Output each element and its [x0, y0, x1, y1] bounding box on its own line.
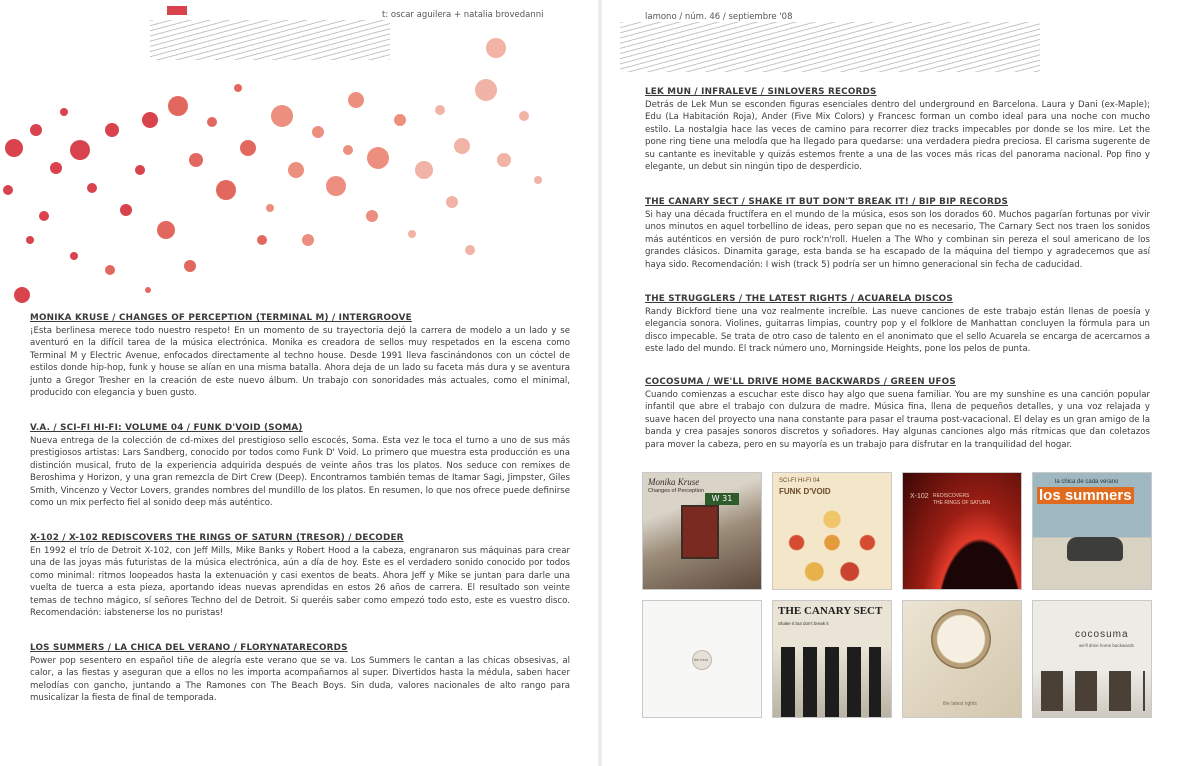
review-canary-sect — [645, 197, 1150, 271]
review-body: Randy Bickford tiene una voz realmente increíble. Las nueve canciones de este trabajo están llenas de poesía y elegancia sonora. Violines, guitarras limpias, country pop y el folklore de Manhattan concluyen la fórmula para un disco impecable. Se trata de otro caso de talento en el anonimato que el sello Acuarela se encarga de acercarnos a este lado del mundo. El track número uno, Morningside Heights, pone los pelos de punta. — [645, 307, 1150, 355]
los-summers-cover — [1033, 473, 1151, 589]
review-title: LOS SUMMERS / LA CHICA DEL VERANO / FLORYNATARECORDS — [30, 643, 348, 653]
street-sign: W 31 — [705, 493, 739, 505]
review-body: Nueva entrega de la colección de cd-mixes del prestigioso sello escocés, Soma. Esta vez le toca el turno a uno de sus más prestigiosos artistas: Lars Sandberg, conocido por todos como Funk D' Void. Lo primero que muestra esta producción es una distinción musical, fruto de la experiencia adquirida después de veinte años tras los platos. Nos seduce con remixes de Beroshima y Horizon, y una gran remezcla de Dirt Crew (Deep). Encontramos también temas de Itamar Sagi, Jimpster, Giles Smith, Vincenzo y Vector Lovers, grandes nombres del mundillo de los platos. En resumen, lo que nos ofrece puede definirse como un mix perfecto fiel al sonido deep más auténtico. — [30, 436, 570, 509]
review-sci-fi-hi-fi — [30, 423, 570, 509]
review-title: THE STRUGGLERS / THE LATEST RIGHTS / ACUARELA DISCOS — [645, 294, 953, 304]
credit-line: t: oscar aguilera + natalia brovedanni — [382, 10, 544, 20]
canary-sect-cover — [773, 601, 891, 717]
band-silhouettes — [781, 647, 881, 717]
review-title: COCOSUMA / WE'LL DRIVE HOME BACKWARDS / GREEN UFOS — [645, 377, 956, 387]
cover-title: we'll drive home backwards — [1079, 643, 1134, 648]
cover-artist: X-102 — [910, 493, 929, 500]
review-body: ¡Esta berlinesa merece todo nuestro respeto! En un momento de su trayectoria dejó la carrera de modelo a un lado y se aventuró en la difícil tarea de la música electrónica. Monika es creadora de sellos muy respetados en la escena como Terminal M y Electric Avenue, enfocados directamente al techno house. Desde 1991 lleva fascinándonos con un cóctel de estilos donde hip-hop, funk y house se alían en una misma batalla. Ahora deja de un lado su faceta más dura y se aventura junto a Gregor Tresher en la creación de este nuevo álbum. Un trabajo con sonoridades más actuales, como el minimal, producido con elegancia y buen gusto. — [30, 326, 570, 399]
review-title: V.A. / SCI-FI HI-FI: VOLUME 04 / FUNK D'VOID (SOMA) — [30, 423, 303, 433]
strugglers-cover — [903, 601, 1021, 717]
review-body: Cuando comienzas a escuchar este disco hay algo que suena familiar. You are my sunshine es una canción popular infantil que abre el trabajo con dulzura de madre. Música fina, llena de pequeños detalles, y una voz relajada y suave hacen del proyecto una nana constante para pasar el trauma post-vacacional. El delay es un gran amigo de la banda y crea pasajes sonoros discretos y soñadores. Hay algunas canciones algo más rítmicas que dan coletazos para mover la cabeza, pero en su mayoría es un trabajo para disfrutar en la tranquilidad del hogar. — [645, 390, 1150, 450]
cover-title: THE RINGS OF SATURN — [933, 500, 991, 506]
cover-title: Changes of Perception — [648, 488, 704, 494]
review-body: En 1992 el trío de Detroit X-102, con Jeff Mills, Mike Banks y Robert Hood a la cabeza, engranaron sus máquinas para crear una de las joyas más futuristas de la música electrónica, aún a día de hoy. Este es el verdadero sonido conocido por todos como minimal: ritmos loopeados hasta la extenuación y casi exentos de beats. Ahora Jeff y Mike se juntan para darle una vuelta de tuerca a esta pieza, aportando ideas nuevas aprendidas en estos 26 años de carrera. El resultado son veinte temas de techno mágico, sí señores Techno del de Detroit. Si queréis saber como empezó todo esto, este es vuestro disco. Recomendación: iabstenerse los no puristas! — [30, 546, 570, 619]
review-body: Si hay una década fructífera en el mundo de la música, esos son los dorados 60. Muchos pagarían fortunas por vivir unos minutos en aquel torbellino de ideas, pero sepan que no es necesario, The Carnary Sect nos traen los sonidos más auténticos en versión de puro rock'n'roll. Huelen a The Who y combinan sin pereza el soul americano de los grandes clásicos. Dinamita garage, esta banda se ha escapado de la máquina del tiempo y agradecemos que así haya sido. Recomendación: I wish (track 5) podría ser un himno generacional sin fecha de caducidad. — [645, 210, 1150, 270]
vintage-car — [1067, 537, 1123, 561]
review-strugglers — [645, 294, 1150, 356]
folio-line: lamono / núm. 46 / septiembre '08 — [645, 12, 793, 22]
cover-series: SCI-FI HI-FI 04 — [779, 478, 820, 484]
sci-fi-hi-fi-cover — [773, 473, 891, 589]
cover-title: the latest rights — [943, 701, 977, 707]
cocosuma-cover — [1033, 601, 1151, 717]
cover-artist: lek mun — [694, 657, 709, 662]
review-title: THE CANARY SECT / SHAKE IT BUT DON'T BREAK IT! / BIP BIP RECORDS — [645, 197, 1008, 207]
cover-artist: FUNK D'VOID — [779, 487, 831, 496]
review-los-summers — [30, 643, 570, 705]
review-body: Detrás de Lek Mun se esconden figuras esenciales dentro del underground en Barcelona. Laura y Dani (ex-Maple); Edu (La Habitación Roja), Ander (Five Mix Colors) y Francesc forman un combo ideal para una noche con mucho estilo. La nostalgia hace las veces de camino para recorrer diez tracks impecables por donde se los mire. Let the pone ring tiene una melodía que ha llegado para quedarse: una verdadera piedra preciosa. El carisma sugerente de su cantante es inevitable y quizás estemos frente a una de las voces más ricas del panorama nacional. Pop fino y elegante, un debut sin ningún tipo de desperdicio. — [645, 100, 1150, 173]
cover-subtitle: REDISCOVERS — [933, 493, 970, 499]
cover-artist: Monika Kruse — [648, 477, 700, 487]
review-title: MONIKA KRUSE / CHANGES OF PERCEPTION (TERMINAL M) / INTERGROOVE — [30, 313, 412, 323]
red-tab — [167, 6, 187, 15]
review-title: X-102 / X-102 REDISCOVERS THE RINGS OF SATURN (TRESOR) / DECODER — [30, 533, 404, 543]
review-monika-kruse — [30, 313, 570, 399]
review-body: Power pop sesentero en español tiñe de alegría este verano que se va. Los Summers le cantan a las chicas obsesivas, al calor, a las fiestas y aseguran que a ellos no les importa acompañarnos al super. Divertidos hasta la médula, saben hacer melodías con gancho, juntando a The Ramones con The Beach Boys. Sin duda, valores nacionales de alto rango para musicalizar la fiesta de final de temporada. — [30, 656, 570, 704]
cover-title: la chica de cada verano — [1055, 479, 1119, 485]
x102-cover — [903, 473, 1021, 589]
lek-mun-cover — [643, 601, 761, 717]
review-x102 — [30, 533, 570, 619]
cover-title: Shake it but don't break it — [778, 621, 829, 626]
review-title: LEK MUN / INFRALEVE / SINLOVERS RECORDS — [645, 87, 877, 97]
review-cocosuma — [645, 377, 1150, 451]
cover-artist: los summers — [1039, 487, 1132, 504]
monika-kruse-cover — [643, 473, 761, 589]
review-lek-mun — [645, 87, 1150, 173]
cover-artist: THE CANARY SECT — [778, 605, 883, 617]
hatch-decoration — [620, 22, 1040, 72]
band-portrait — [1041, 671, 1145, 711]
ink-splatter-decoration — [0, 20, 560, 320]
cover-artist: cocosuma — [1075, 629, 1129, 640]
